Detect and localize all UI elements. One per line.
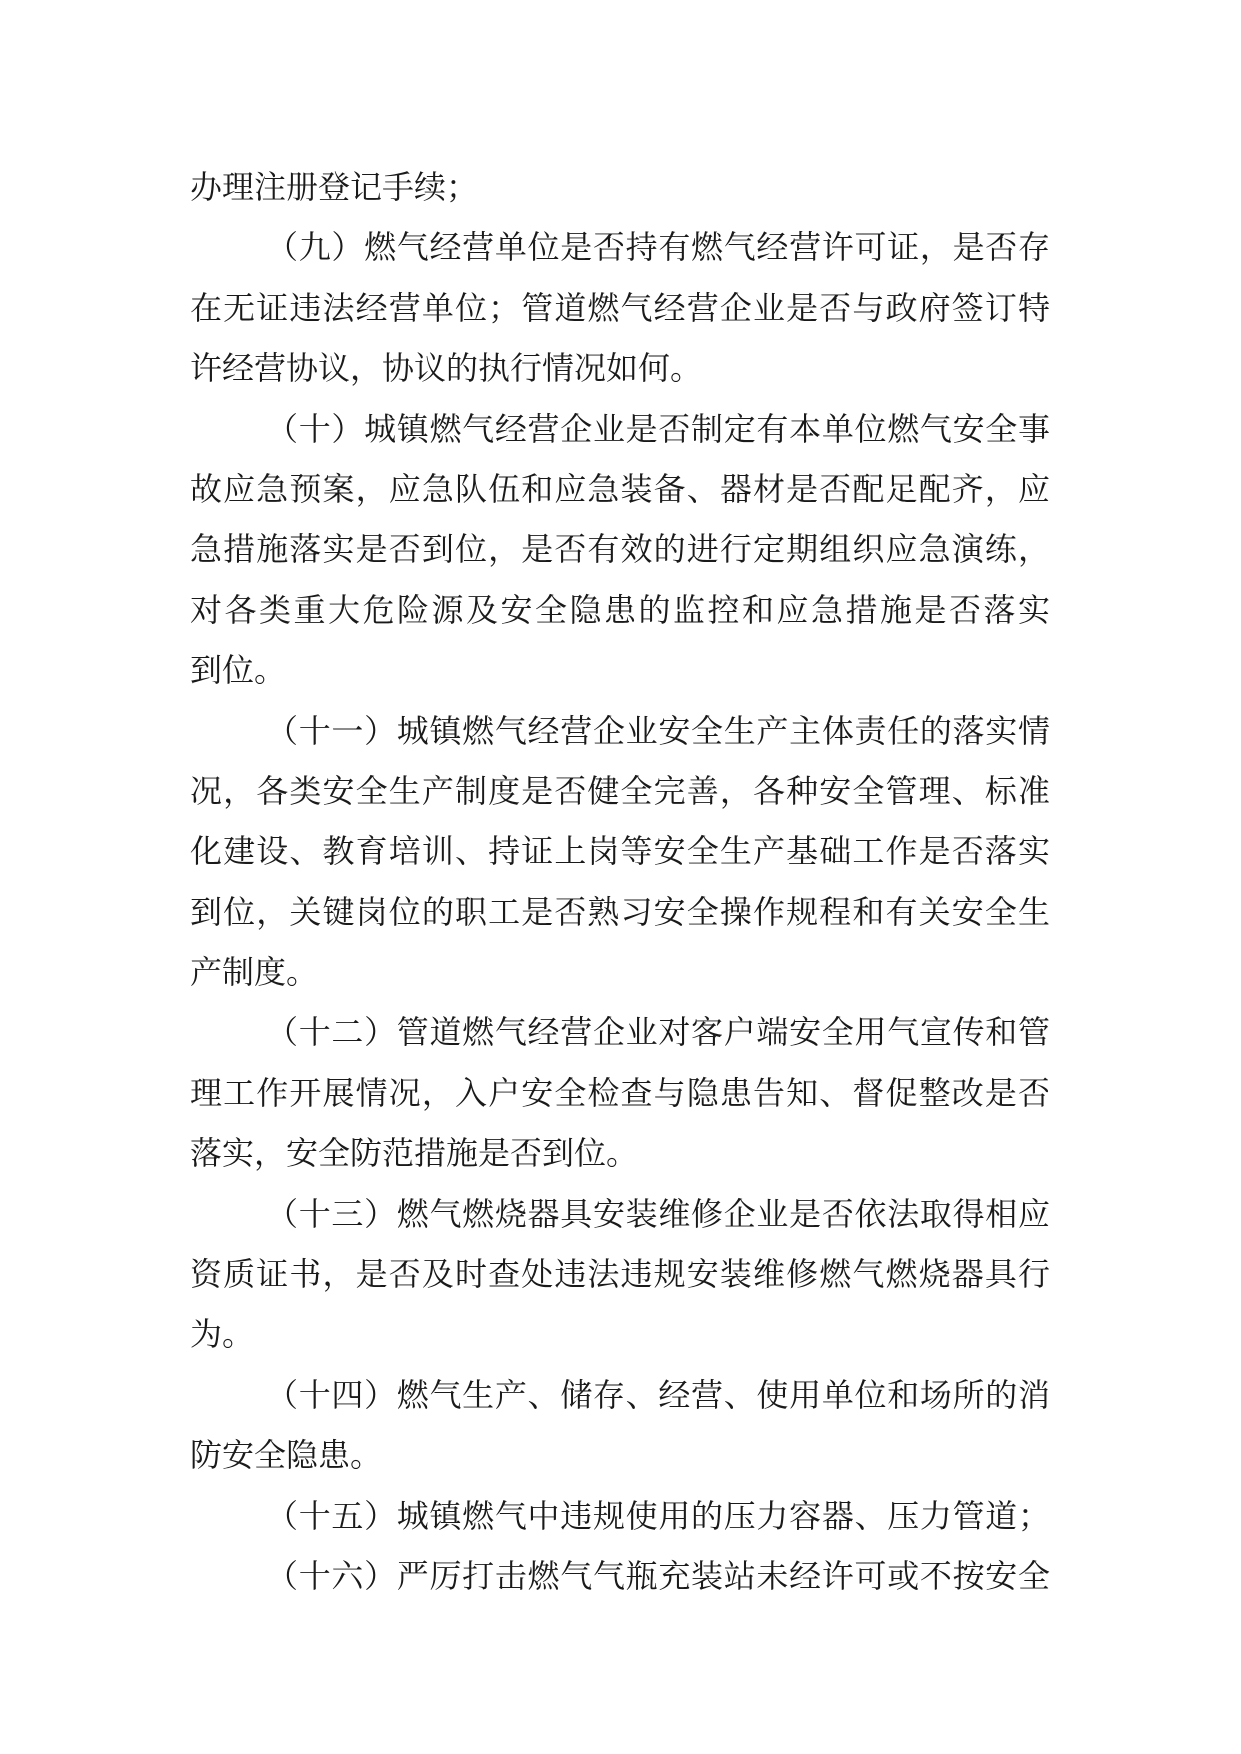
text-line: 防安全隐患。 [190,1436,383,1475]
text-line: 故应急预案，应急队伍和应急装备、器材是否配足配齐，应 [190,469,1050,508]
text-line: 落实，安全防范措施是否到位。 [190,1134,639,1173]
text-line: 办理注册登记手续； [190,168,479,206]
text-line: 许经营协议，协议的执行情况如何。 [190,349,703,388]
text-line: 况，各类安全生产制度是否健全完善，各种安全管理、标准 [190,771,1050,810]
text-line: （十二）管道燃气经营企业对客户端安全用气宣传和管 [266,1013,1050,1052]
text-line: 到位，关键岗位的职工是否熟习安全操作规程和有关安全生 [190,892,1050,931]
text-line: 为。 [190,1315,255,1354]
text-line: 在无证违法经营单位；管道燃气经营企业是否与政府签订特 [190,288,1050,327]
text-line: 到位。 [190,651,287,690]
text-line: 对各类重大危险源及安全隐患的监控和应急措施是否落实 [190,590,1050,629]
text-line: （十六）严厉打击燃气气瓶充装站未经许可或不按安全 [266,1556,1050,1595]
text-line: 产制度。 [190,953,319,992]
text-line: （十）城镇燃气经营企业是否制定有本单位燃气安全事 [266,409,1050,448]
text-line: （十四）燃气生产、储存、经营、使用单位和场所的消 [266,1375,1050,1414]
text-line: 化建设、教育培训、持证上岗等安全生产基础工作是否落实 [190,832,1050,871]
text-line: （十三）燃气燃烧器具安装维修企业是否依法取得相应 [266,1194,1050,1233]
text-line: 资质证书，是否及时查处违法违规安装维修燃气燃烧器具行 [190,1255,1050,1294]
text-line: 理工作开展情况，入户安全检查与隐患告知、督促整改是否 [190,1073,1050,1112]
text-line: （十五）城镇燃气中违规使用的压力容器、压力管道； [266,1496,1050,1535]
text-line: 急措施落实是否到位，是否有效的进行定期组织应急演练， [190,530,1050,569]
text-line: （九）燃气经营单位是否持有燃气经营许可证，是否存 [266,228,1050,267]
text-line: （十一）城镇燃气经营企业安全生产主体责任的落实情 [266,711,1050,750]
document-body [190,157,1050,1606]
